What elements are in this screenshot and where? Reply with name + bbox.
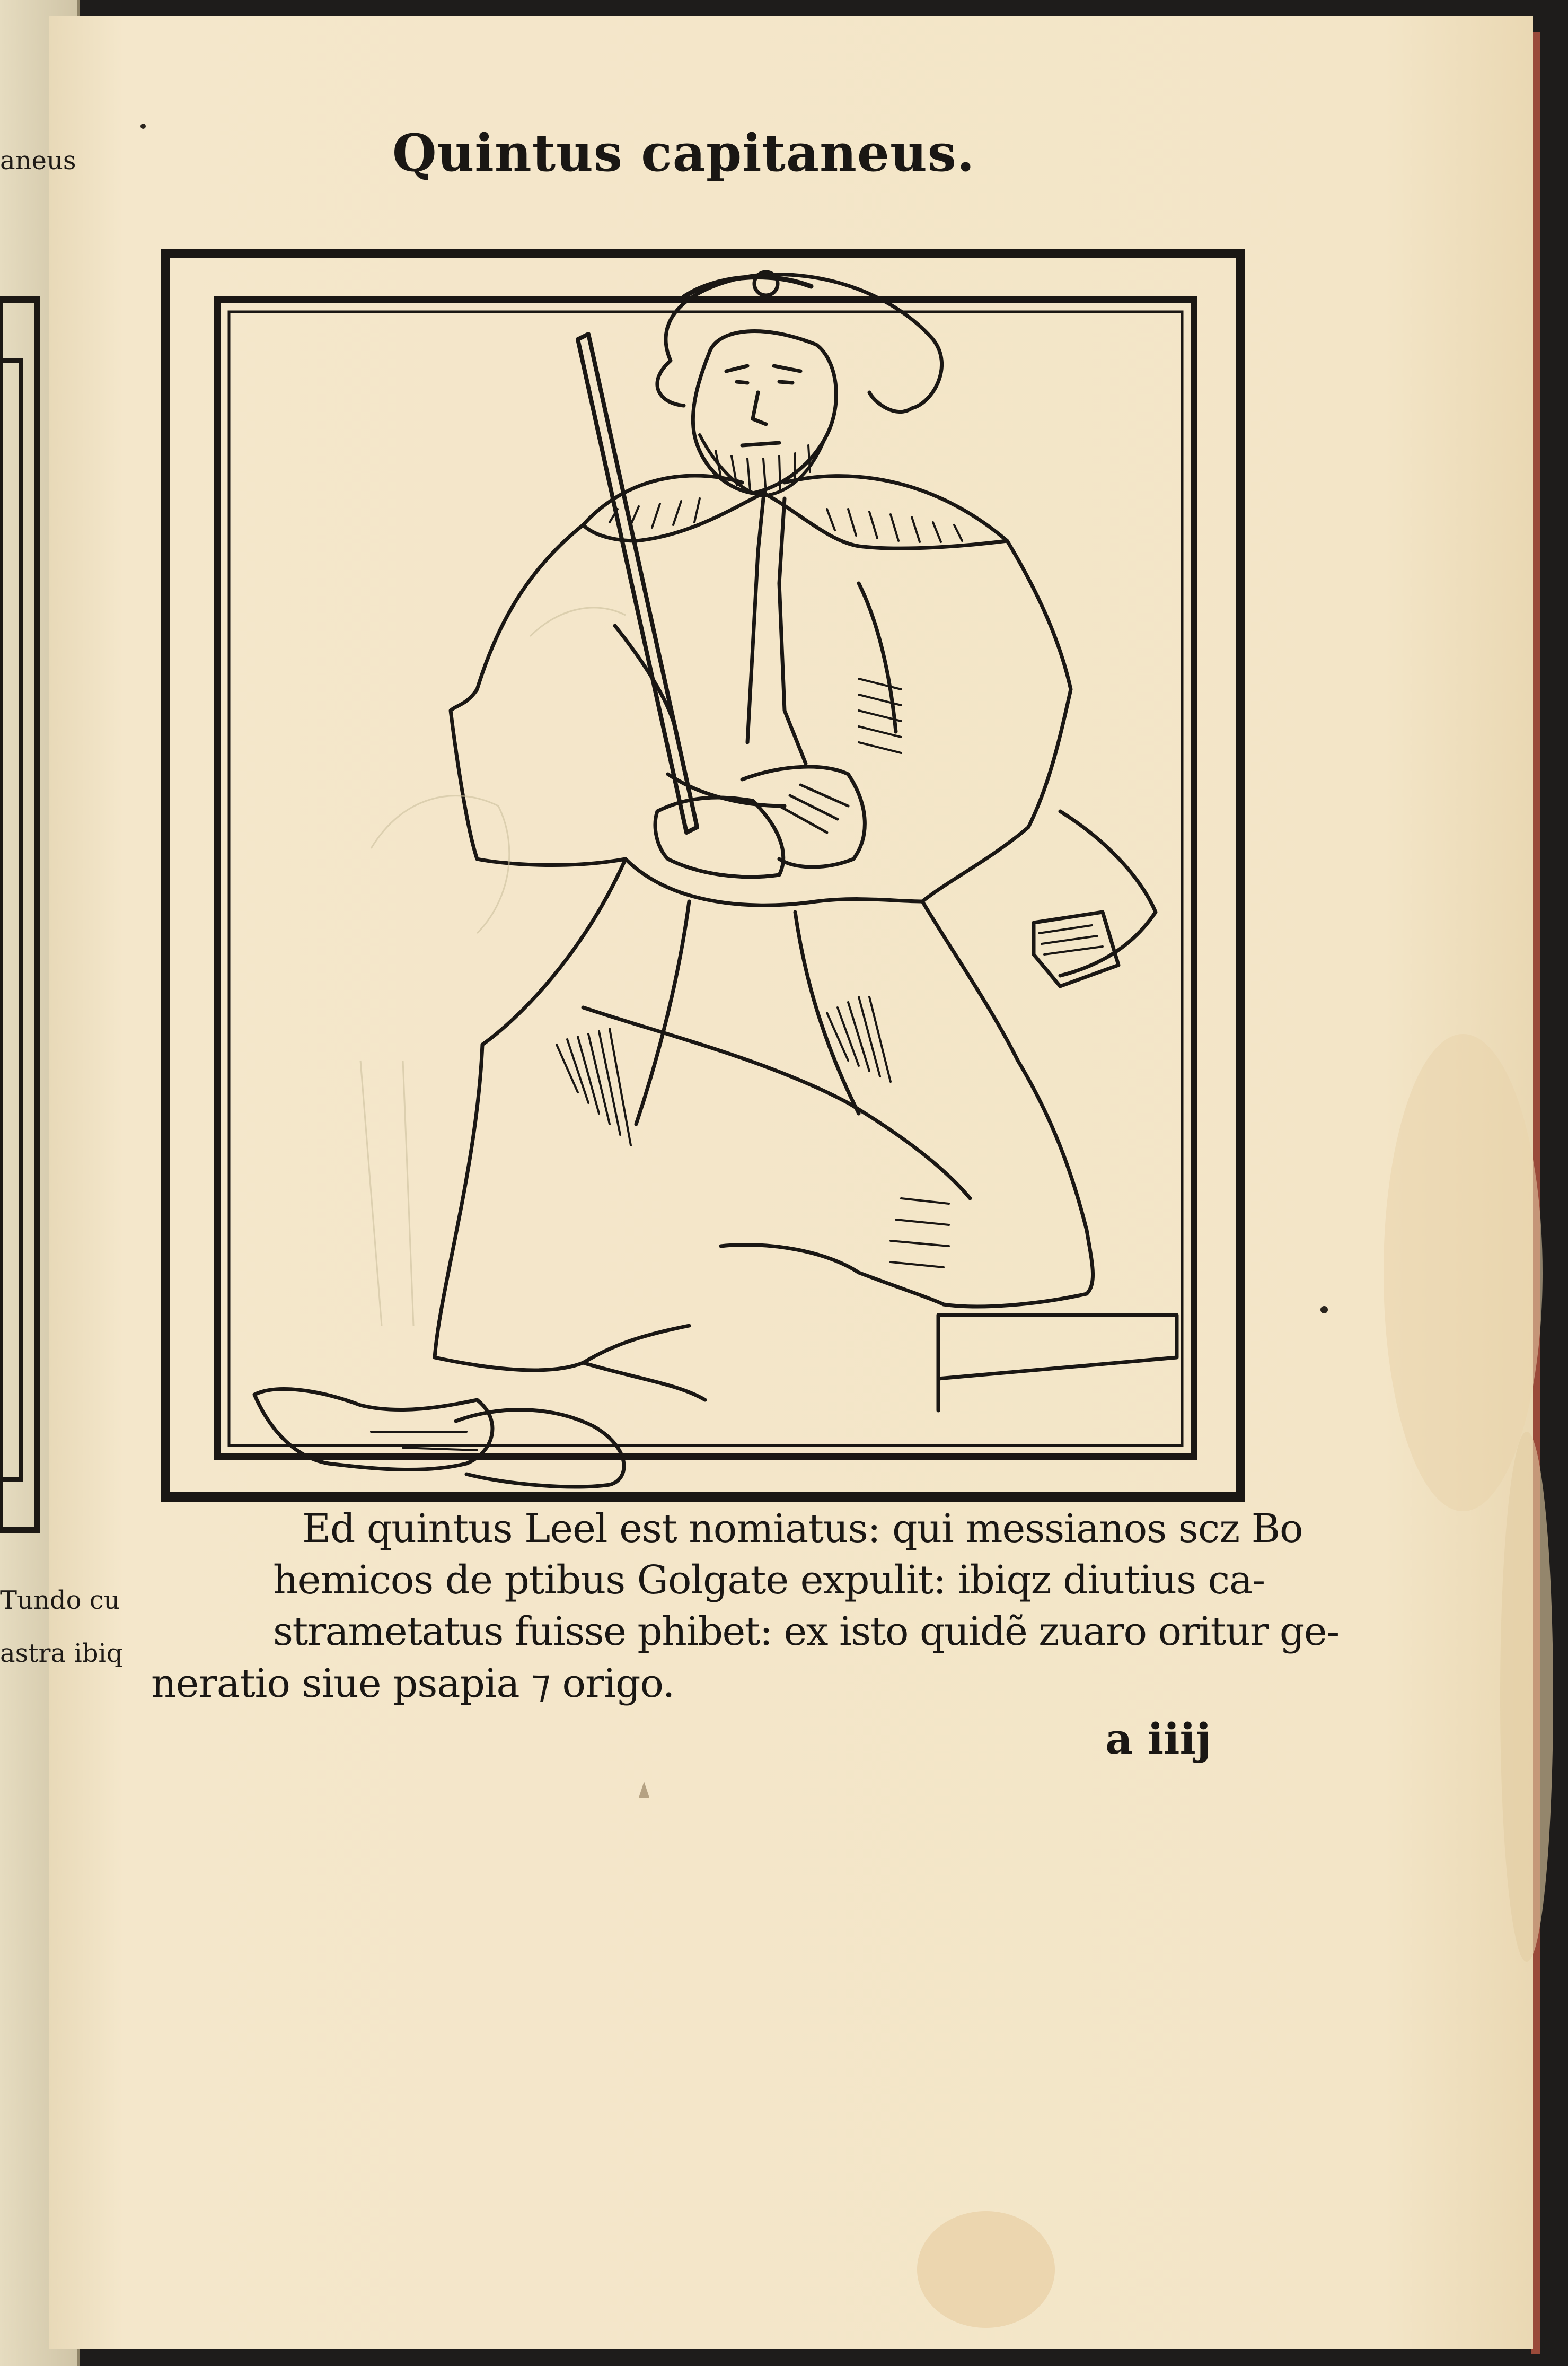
signature-mark: a iiij — [1105, 1714, 1211, 1764]
body-text-line: strametatus fuisse phibet: ex isto quidẽ zuaro oritur ge- — [273, 1609, 1339, 1654]
facing-page-text-fragment: Tundo cu — [0, 1585, 120, 1615]
page-paper — [49, 16, 1533, 2349]
body-text-line: neratio siue psapia ⁊ origo. — [151, 1661, 675, 1706]
facing-page-running-head: aneus — [0, 146, 76, 176]
page-title: Quintus capitaneus. — [392, 123, 975, 183]
facing-page-text-fragment: astra ibiq — [0, 1638, 123, 1668]
body-text-line: hemicos de ptibus Golgate expulit: ibiqz diutius ca- — [273, 1557, 1265, 1603]
body-text-line: Ed quintus Leel est nomiatus: qui messianos scz Bo — [302, 1506, 1303, 1552]
